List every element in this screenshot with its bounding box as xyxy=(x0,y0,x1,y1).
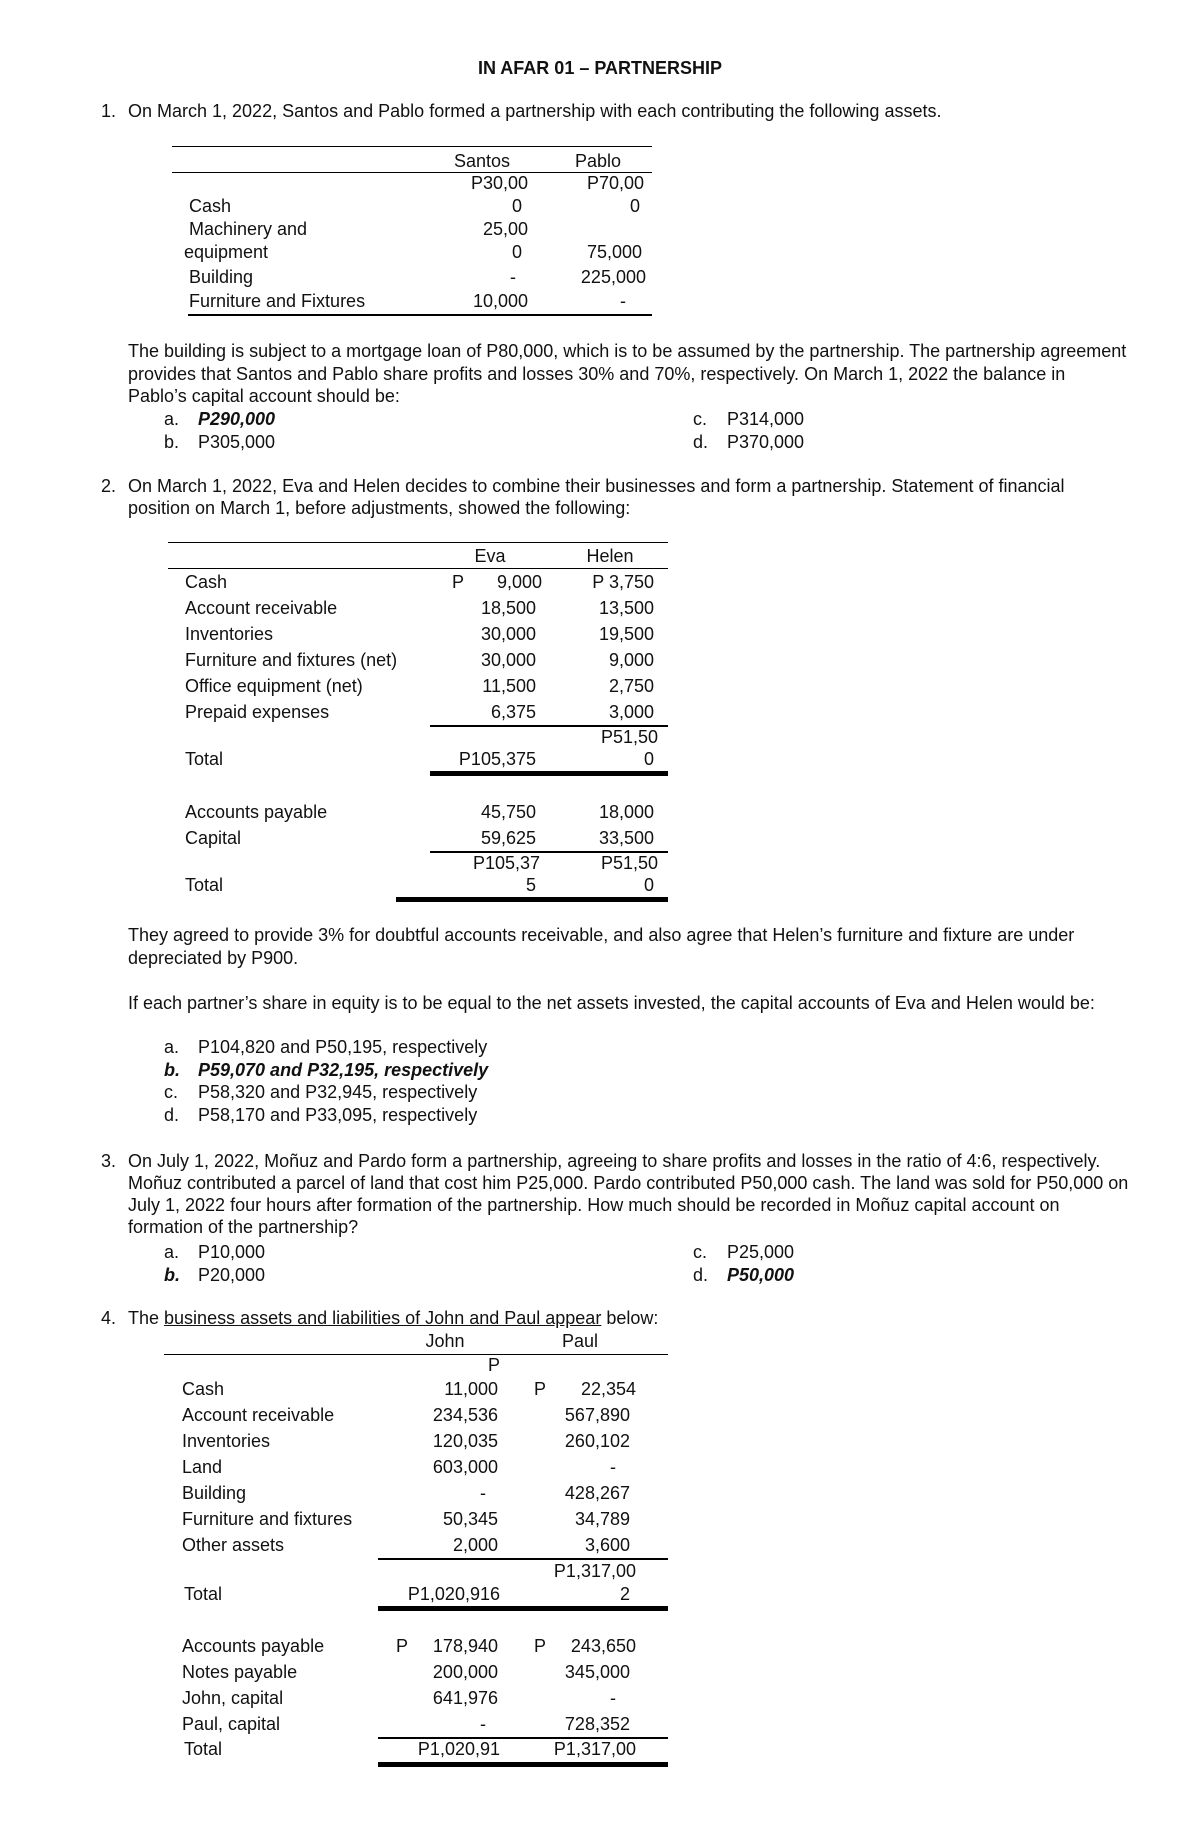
question-3-number: 3. xyxy=(100,1151,116,1171)
currency-symbol: P xyxy=(488,1355,501,1375)
table-cell: 728,352 xyxy=(564,1714,630,1734)
table-cell: 19,500 xyxy=(598,624,654,644)
row-label: Inventories xyxy=(185,624,274,644)
table-cell: 10,000 xyxy=(472,291,528,311)
row-label: Building xyxy=(182,1483,247,1503)
table-bottom-rule xyxy=(188,314,652,316)
table-cell: 567,890 xyxy=(564,1405,630,1425)
question-4-text: The business assets and liabilities of John and Paul appear below: xyxy=(128,1308,659,1328)
table-cell: - xyxy=(510,267,516,287)
table-cell: P1,317,00 xyxy=(553,1739,636,1759)
question-4-number: 4. xyxy=(100,1308,116,1328)
currency-symbol: P xyxy=(452,572,465,592)
table-cell: 200,000 xyxy=(432,1662,498,1682)
currency-symbol: P xyxy=(534,1379,547,1399)
row-label: Account receivable xyxy=(182,1405,335,1425)
table-cell: - xyxy=(620,291,626,311)
choice-b[interactable]: b. P305,000 xyxy=(164,432,276,452)
page-title: IN AFAR 01 – PARTNERSHIP xyxy=(477,58,723,78)
table-cell: - xyxy=(480,1483,486,1503)
table-cell: 9,000 xyxy=(608,650,654,670)
choice-c[interactable]: c. P25,000 xyxy=(693,1242,795,1262)
table-cell: 428,267 xyxy=(564,1483,630,1503)
table-cell: P51,50 xyxy=(600,853,658,873)
table-cell: 11,500 xyxy=(482,676,536,696)
table-cell: P70,00 xyxy=(586,173,644,193)
table-cell: 641,976 xyxy=(432,1688,498,1708)
table-cell: P105,375 xyxy=(458,749,536,769)
table-cell: 0 xyxy=(643,749,654,769)
question-1-paragraph: The building is subject to a mortgage loan of P80,000, which is to be assumed by the partnership. The partnership agreement provides that Santos and Pablo share profits and losses 30% and 70%, respectively. On March 1, 2022 the balance in Pablo’s capital account should be: xyxy=(128,341,1127,406)
choice-d[interactable]: d. P370,000 xyxy=(693,432,805,452)
row-label: equipment xyxy=(184,242,269,262)
currency-symbol: P xyxy=(396,1636,409,1656)
table-cell: 5 xyxy=(525,875,536,895)
table-cell: P1,317,00 xyxy=(553,1561,636,1581)
column-header: Helen xyxy=(586,546,634,566)
choice-c[interactable]: c. P314,000 xyxy=(693,409,805,429)
table-cell: 2 xyxy=(619,1584,630,1604)
row-label: Total xyxy=(184,1584,223,1604)
row-label: Inventories xyxy=(182,1431,271,1451)
choice-a[interactable]: a. P10,000 xyxy=(164,1242,266,1262)
table-cell: 9,000 xyxy=(496,572,542,592)
row-label: Account receivable xyxy=(185,598,338,618)
table-cell: 0 xyxy=(511,242,522,262)
table-cell: 603,000 xyxy=(432,1457,498,1477)
total-double-rule xyxy=(396,897,668,902)
choice-b[interactable]: b. P59,070 and P32,195, respectively xyxy=(164,1060,489,1080)
table-cell: 34,789 xyxy=(574,1509,630,1529)
table-top-rule xyxy=(172,146,652,147)
table-cell: 2,000 xyxy=(452,1535,498,1555)
table-cell: 3,000 xyxy=(608,702,654,722)
table-cell: 75,000 xyxy=(586,242,642,262)
question-2-text: On March 1, 2022, Eva and Helen decides to combine their businesses and form a partnership. Statement of financial position on March 1, before adjustments, showed the following: xyxy=(128,476,1065,518)
question-3-text: On July 1, 2022, Moñuz and Pardo form a partnership, agreeing to share profits and losses in the ratio of 4:6, respectively. Moñuz contributed a parcel of land that cost him P25,000. Pardo contributed P50,000 cash. The land was sold for P50,000 on July 1, 2022 four hours after formation of the partnership. How much should be recorded in Moñuz capital account on formation of the partnership? xyxy=(128,1151,1129,1237)
table-cell: 120,035 xyxy=(432,1431,498,1451)
choice-b[interactable]: b. P20,000 xyxy=(164,1265,266,1285)
column-header: Pablo xyxy=(574,151,622,171)
table-cell: 6,375 xyxy=(490,702,536,722)
row-label: Capital xyxy=(185,828,242,848)
table-cell: 22,354 xyxy=(580,1379,636,1399)
table-cell: 345,000 xyxy=(564,1662,630,1682)
table-cell: 13,500 xyxy=(598,598,654,618)
row-label: Prepaid expenses xyxy=(185,702,330,722)
row-label: Furniture and fixtures (net) xyxy=(185,650,398,670)
question-1-text: On March 1, 2022, Santos and Pablo formed a partnership with each contributing the following assets. xyxy=(128,101,942,121)
table-cell: P1,020,916 xyxy=(407,1584,500,1604)
table-top-rule xyxy=(168,542,668,543)
table-cell: 225,000 xyxy=(580,267,646,287)
table-cell: 59,625 xyxy=(480,828,536,848)
table-cell: 0 xyxy=(511,196,522,216)
row-label: Furniture and Fixtures xyxy=(189,291,366,311)
table-cell: 243,650 xyxy=(570,1636,636,1656)
total-double-rule xyxy=(430,771,668,776)
row-label: Building xyxy=(189,267,254,287)
row-label: Accounts payable xyxy=(182,1636,325,1656)
table-cell: 25,00 xyxy=(482,219,528,239)
row-label: Furniture and fixtures xyxy=(182,1509,353,1529)
choice-c[interactable]: c. P58,320 and P32,945, respectively xyxy=(164,1082,478,1102)
row-label: Cash xyxy=(189,196,232,216)
table-cell: P51,50 xyxy=(600,727,658,747)
question-2-paragraph-2: If each partner’s share in equity is to be equal to the net assets invested, the capital accounts of Eva and Helen would be: xyxy=(128,993,1095,1013)
header-rule xyxy=(164,1354,668,1355)
table-cell: 3,600 xyxy=(584,1535,630,1555)
question-2-paragraph-1: They agreed to provide 3% for doubtful accounts receivable, and also agree that Helen’s furniture and fixture are under depreciated by P900. xyxy=(128,925,1075,968)
table-cell: 260,102 xyxy=(564,1431,630,1451)
row-label: Other assets xyxy=(182,1535,285,1555)
table-cell: 234,536 xyxy=(432,1405,498,1425)
row-label: Cash xyxy=(182,1379,225,1399)
row-label: Office equipment (net) xyxy=(185,676,363,696)
question-2-number: 2. xyxy=(100,476,116,496)
column-header: Paul xyxy=(561,1331,599,1351)
table-cell: - xyxy=(610,1688,616,1708)
row-label: Notes payable xyxy=(182,1662,298,1682)
table-cell: 30,000 xyxy=(480,624,536,644)
row-label: Land xyxy=(182,1457,223,1477)
table-cell: - xyxy=(480,1714,486,1734)
table-cell: 50,345 xyxy=(442,1509,498,1529)
row-label: Cash xyxy=(185,572,228,592)
table-cell: 45,750 xyxy=(480,802,536,822)
table-cell: 11,000 xyxy=(444,1379,498,1399)
table-cell: - xyxy=(610,1457,616,1477)
row-label: Paul, capital xyxy=(182,1714,281,1734)
table-cell: 2,750 xyxy=(608,676,654,696)
table-cell: 18,500 xyxy=(480,598,536,618)
table-cell: P105,37 xyxy=(472,853,540,873)
row-label: Total xyxy=(184,1739,223,1759)
total-double-rule xyxy=(378,1762,668,1767)
choice-d[interactable]: d. P58,170 and P33,095, respectively xyxy=(164,1105,478,1125)
table-cell: 33,500 xyxy=(598,828,654,848)
currency-symbol: P xyxy=(534,1636,547,1656)
total-double-rule xyxy=(378,1606,668,1611)
table-cell: 0 xyxy=(643,875,654,895)
table-cell: 30,000 xyxy=(480,650,536,670)
table-cell: P30,00 xyxy=(470,173,528,193)
choice-a[interactable]: a. P104,820 and P50,195, respectively xyxy=(164,1037,488,1057)
choice-a[interactable]: a. P290,000 xyxy=(164,409,276,429)
column-header: Santos xyxy=(453,151,511,171)
row-label: Total xyxy=(185,749,224,769)
row-label: Machinery and xyxy=(189,219,308,239)
row-label: John, capital xyxy=(182,1688,284,1708)
table-cell: P1,020,91 xyxy=(417,1739,500,1759)
header-rule xyxy=(168,568,668,569)
question-1-number: 1. xyxy=(100,101,116,121)
table-cell: P 3,750 xyxy=(592,572,654,592)
column-header: John xyxy=(425,1331,465,1351)
table-cell: 178,940 xyxy=(432,1636,498,1656)
row-label: Total xyxy=(185,875,224,895)
table-cell: 18,000 xyxy=(598,802,654,822)
column-header: Eva xyxy=(474,546,506,566)
table-cell: 0 xyxy=(629,196,640,216)
choice-d[interactable]: d. P50,000 xyxy=(693,1265,795,1285)
row-label: Accounts payable xyxy=(185,802,328,822)
